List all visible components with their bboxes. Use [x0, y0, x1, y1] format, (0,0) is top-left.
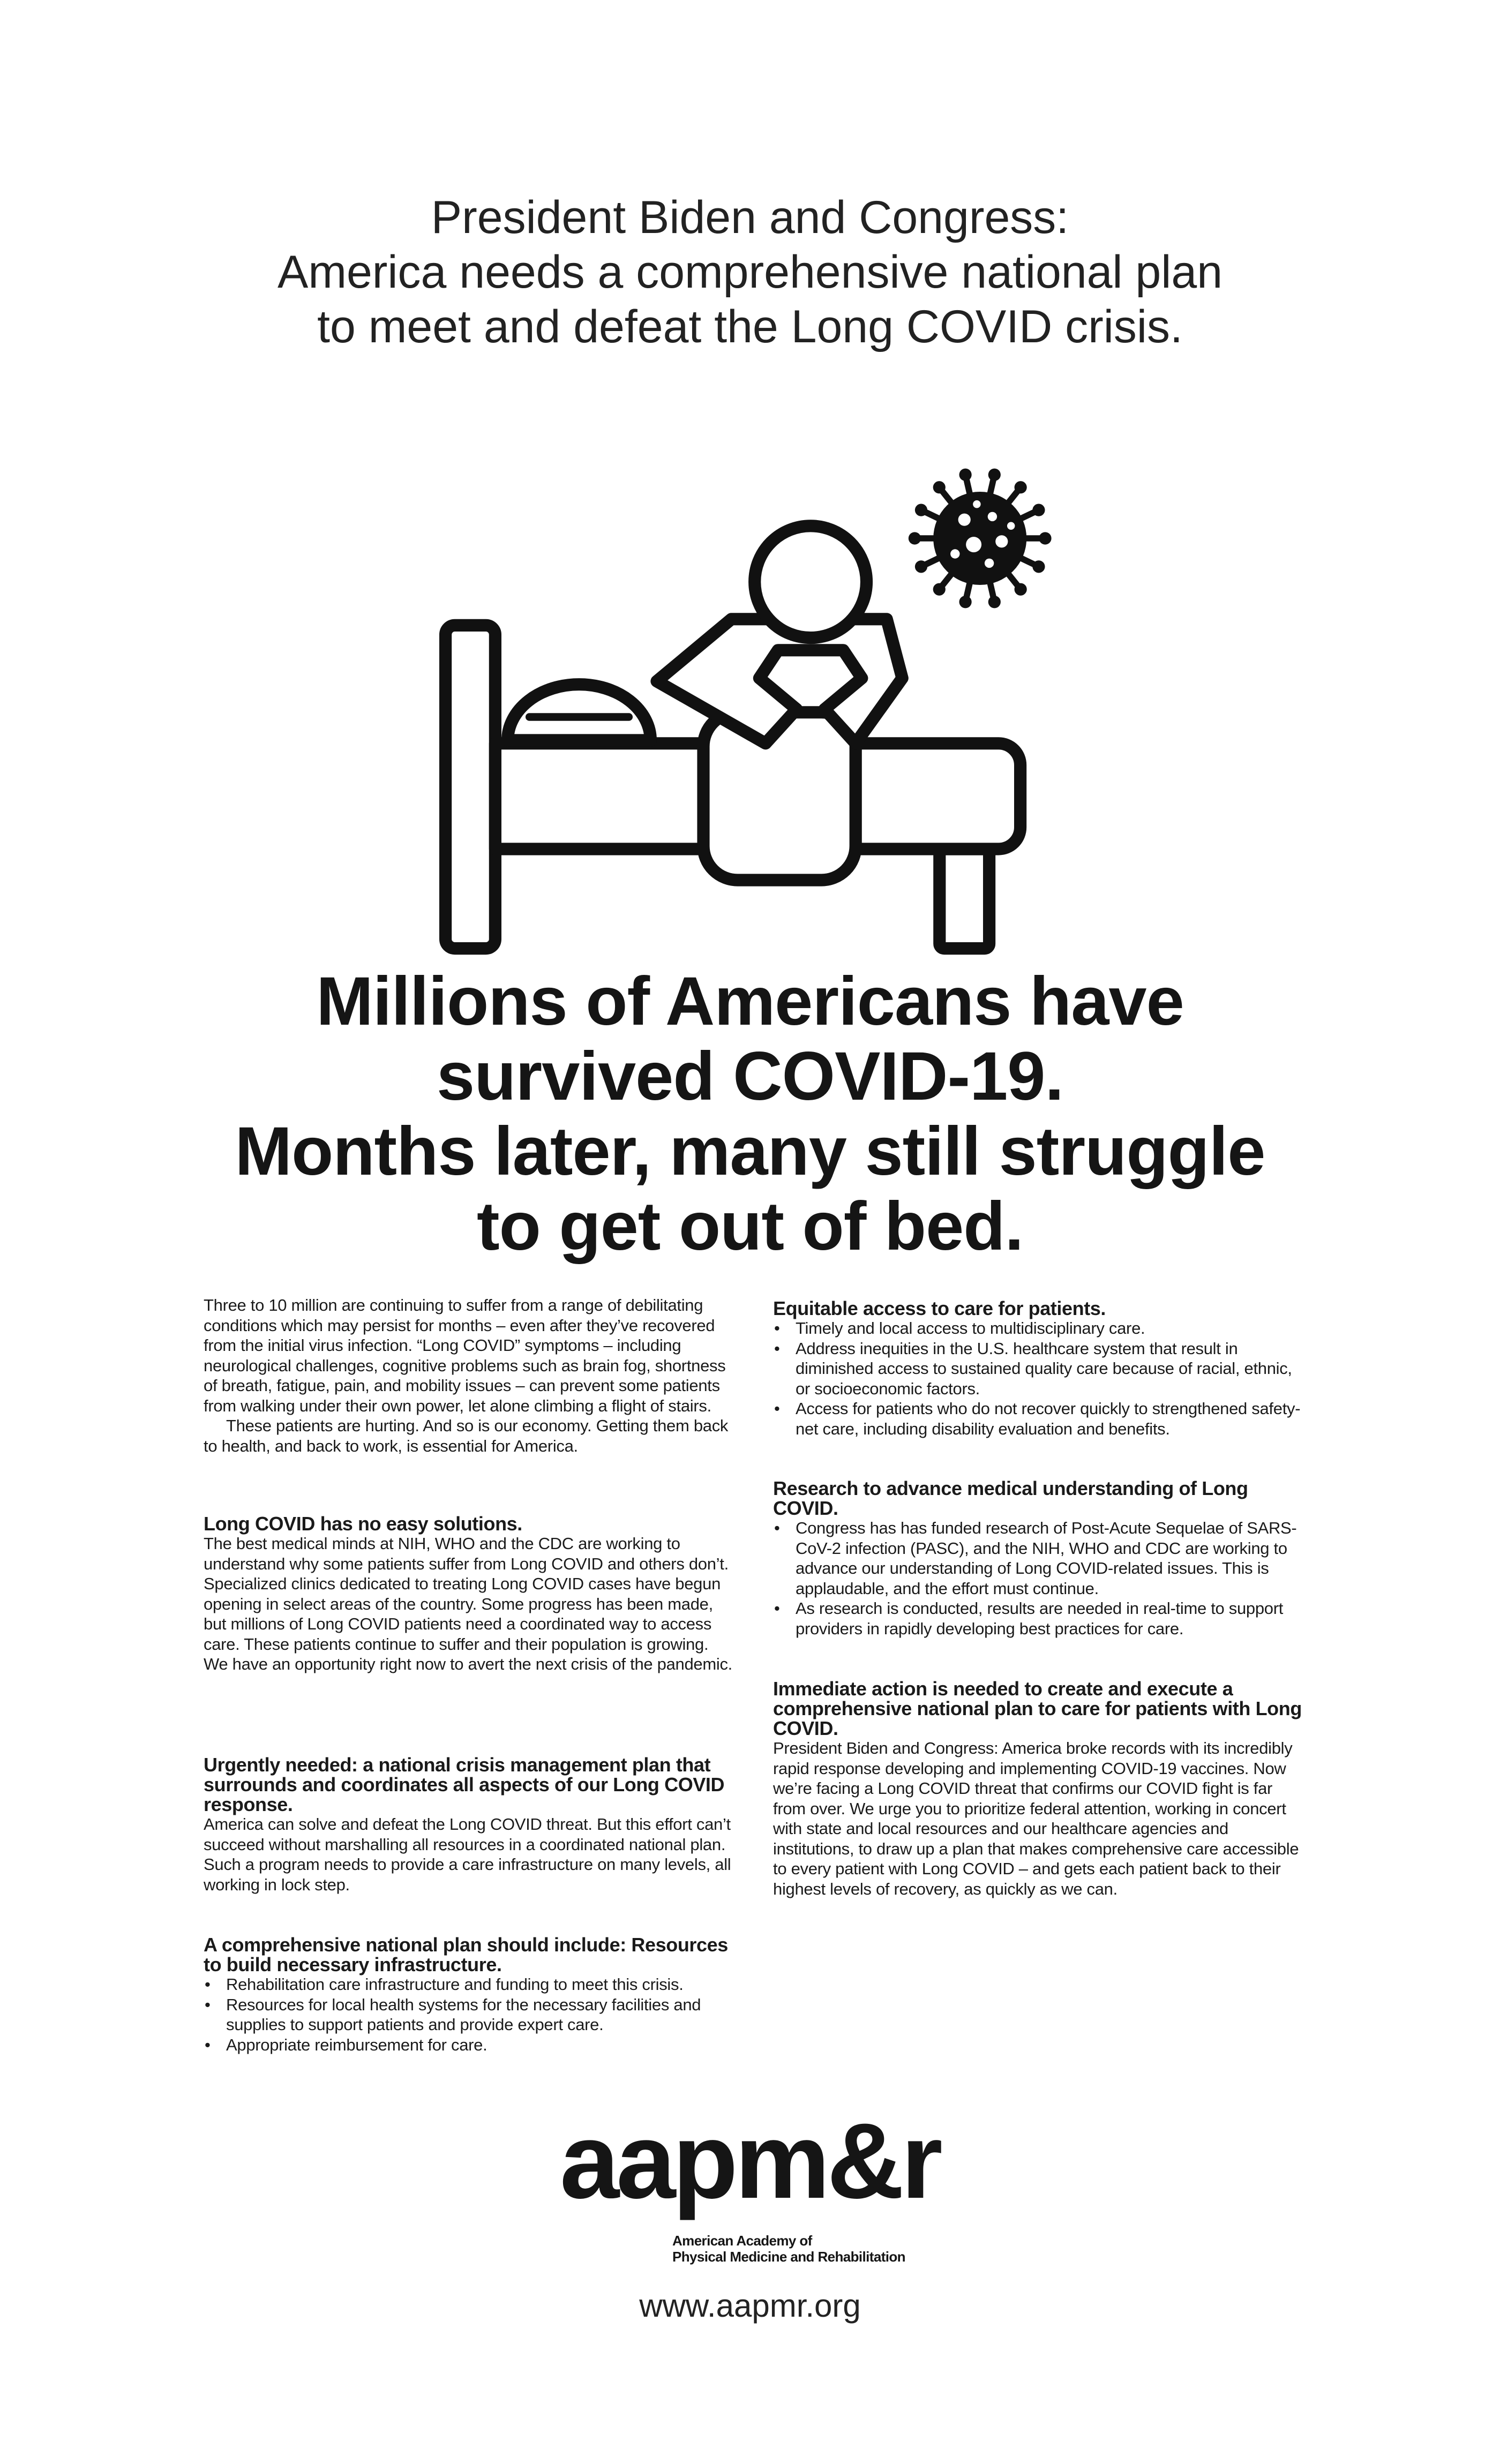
section-body: President Biden and Congress: America broke records with its incredibly rapid response developing and implementing COVID-19 vaccines. Now we’re facing a Long COVID threat that confirms our COVID fight is far from over. We urge you to prioritize federal attention, working in concert with state and local resources and our healthcare agencies and institutions, to draw up a plan that makes comprehensive care accessible to every patient with Long COVID – and gets each patient back to their highest levels of recovery, as quickly as we can. [773, 1739, 1299, 1898]
list-item: • As research is conducted, results are needed in real-time to support providers in rapidly developing best practices for care. [773, 1598, 1303, 1639]
virus-spot-icon [988, 512, 997, 521]
person-body-icon [657, 619, 902, 743]
urgent-plan-section [204, 1755, 734, 1895]
aapmr-logo: aapm&r [560, 2101, 940, 2221]
virus-spot-icon [985, 559, 994, 568]
bullet-list [204, 1974, 734, 2055]
no-easy-solutions-section [204, 1514, 734, 1674]
intro-paragraph: These patients are hurting. And so is our economy. Getting them back to health, and back to work, is essential for America. [204, 1416, 729, 1455]
list-item: • Timely and local access to multidisciplinary care. [773, 1318, 1303, 1339]
virus-spike-tip-icon [959, 596, 971, 608]
section-body: The best medical minds at NIH, WHO and the CDC are working to understand why some patients suffer from Long COVID and others don’t. Specialized clinics dedicated to treating Long COVID cases have begun opening in select areas of the country. Some progress has been made, but millions of Long COVID patients need a coordinated way to access care. These patients continue to suffer and their population is growing. We have an opportunity right now to avert the next crisis of the pandemic. [204, 1534, 732, 1673]
virus-spike-tip-icon [1015, 481, 1027, 493]
section-heading: Research to advance medical understanding of Long COVID. [773, 1477, 1248, 1519]
virus-spike-tip-icon [915, 504, 927, 516]
headline-line: Months later, many still struggle [235, 1113, 1265, 1190]
virus-spike-tip-icon [959, 469, 971, 481]
virus-spike-tip-icon [1032, 504, 1045, 516]
intro-paragraph: Three to 10 million are continuing to suffer from a range of debilitating conditions which may persist for months – even after they’ve recovered from the initial virus infection. “Long COVID” symptoms – including neurological challenges, cognitive problems such as brain fog, shortness of breath, fatigue, pain, and mobility issues – can prevent some patients from walking under their own power, let alone climbing a flight of stairs. [204, 1296, 726, 1415]
website-url[interactable]: www.aapmr.org [639, 2288, 861, 2324]
list-item: • Congress has has funded research of Post-Acute Sequelae of SARS-CoV-2 infection (PASC), and the NIH, WHO and CDC are working to advance our understanding of Long COVID-related issues. This is applaudable, and the effort must continue. [773, 1518, 1303, 1598]
person-head-icon [755, 526, 867, 638]
bed-leg-icon [940, 849, 989, 949]
section-heading: Equitable access to care for patients. [773, 1297, 1106, 1319]
headline-line: Millions of Americans have [316, 963, 1184, 1040]
top-heading [0, 190, 1500, 354]
organization-name-line: American Academy of [672, 2233, 812, 2249]
intro-section [204, 1295, 734, 1456]
list-item: • Access for patients who do not recover quickly to strengthened safety-net care, including disability evaluation and benefits. [773, 1399, 1303, 1439]
list-item: • Address inequities in the U.S. healthcare system that result in diminished access to sustained quality care because of racial, ethnic, or socioeconomic factors. [773, 1339, 1303, 1399]
organization-name [672, 2233, 905, 2265]
top-heading-line: America needs a comprehensive national plan [277, 246, 1223, 298]
headline-line: to get out of bed. [477, 1188, 1023, 1265]
virus-spike-tip-icon [933, 481, 946, 493]
list-item: • Resources for local health systems for the necessary facilities and supplies to support patients and provide expert care. [204, 1995, 734, 2035]
virus-spot-icon [958, 514, 971, 526]
section-body: America can solve and defeat the Long COVID threat. But this effort can’t succeed without marshalling all resources in a coordinated national plan. Such a program needs to provide a care infrastructure on many levels, all working in lock step. [204, 1815, 731, 1894]
list-item: • Rehabilitation care infrastructure and funding to meet this crisis. [204, 1974, 734, 1995]
virus-icon [909, 469, 1052, 609]
equitable-access-section [773, 1298, 1303, 1439]
bed-headboard-icon [446, 625, 496, 948]
research-section [773, 1478, 1303, 1639]
bullet-list [773, 1318, 1303, 1439]
illustration [431, 461, 1069, 958]
virus-spike-tip-icon [988, 469, 1001, 481]
virus-spot-icon [973, 500, 981, 508]
top-heading-line: to meet and defeat the Long COVID crisis. [317, 301, 1183, 352]
virus-spike-tip-icon [933, 583, 946, 596]
headline-line: survived COVID-19. [437, 1038, 1063, 1115]
virus-spot-icon [1007, 522, 1015, 530]
virus-spike-tip-icon [1015, 583, 1027, 596]
virus-spike-tip-icon [909, 532, 921, 544]
virus-spot-icon [995, 535, 1008, 547]
main-headline [0, 964, 1500, 1264]
immediate-action-section [773, 1679, 1303, 1899]
section-heading: A comprehensive national plan should include: Resources to build necessary infrastructure. [204, 1934, 728, 1975]
person-legs-icon [703, 712, 856, 880]
virus-spike-tip-icon [1039, 532, 1051, 544]
virus-spot-icon [966, 537, 981, 552]
section-heading: Long COVID has no easy solutions. [204, 1513, 522, 1535]
list-item: • Appropriate reimbursement for care. [204, 2035, 734, 2055]
section-heading: Urgently needed: a national crisis management plan that surrounds and coordinates all aspects of our Long COVID response. [204, 1754, 725, 1815]
bullet-list [773, 1518, 1303, 1639]
virus-spot-icon [950, 549, 959, 558]
pillow-icon [508, 685, 651, 740]
organization-name-line: Physical Medicine and Rehabilitation [672, 2249, 905, 2265]
top-heading-line: President Biden and Congress: [431, 192, 1069, 243]
virus-spike-tip-icon [1032, 560, 1045, 573]
section-heading: Immediate action is needed to create and execute a comprehensive national plan to care for patients with Long COVID. [773, 1678, 1302, 1739]
virus-spike-tip-icon [988, 596, 1001, 608]
virus-spike-tip-icon [915, 560, 927, 573]
plan-include-section [204, 1935, 734, 2055]
